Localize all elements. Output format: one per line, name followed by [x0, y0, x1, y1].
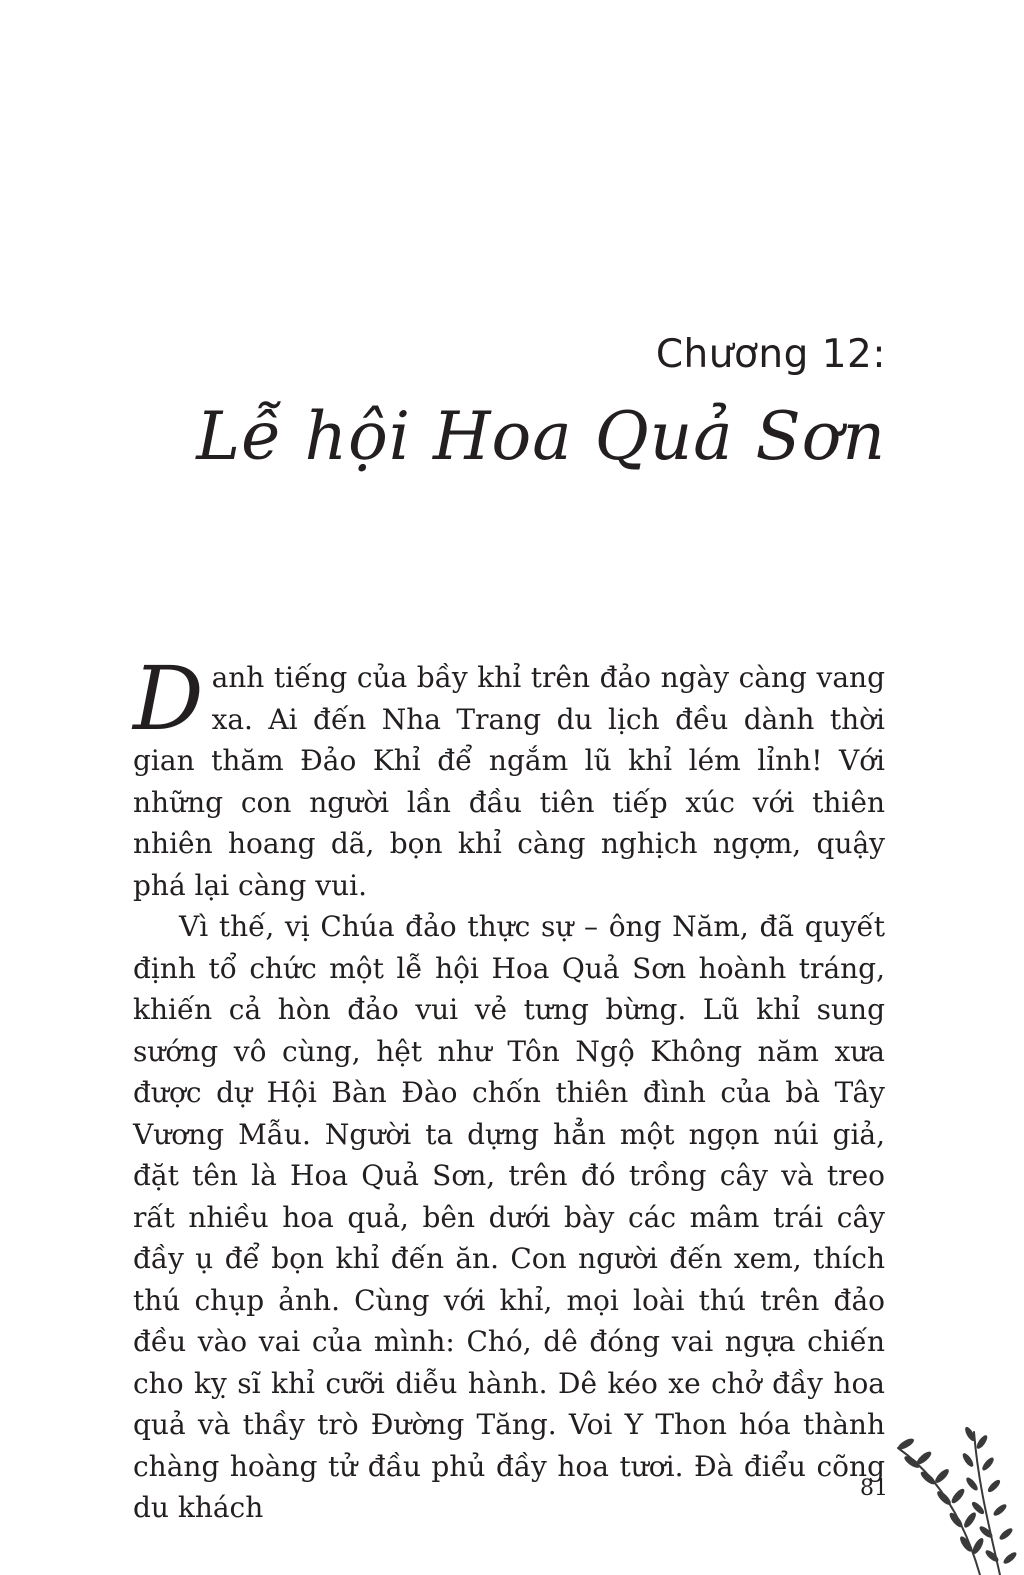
- paragraph-1: [133, 647, 885, 906]
- drop-cap: D: [133, 647, 204, 750]
- chapter-label: Chương 12:: [655, 332, 886, 377]
- paragraph-2: Vì thế, vị Chúa đảo thực sự – ông Năm, đã quyết định tổ chức một lễ hội Hoa Quả Sơn hoành tráng, khiến cả hòn đảo vui vẻ tưng bừng. Lũ khỉ sung sướng vô cùng, hệt như Tôn Ngộ Không năm xưa được dự Hội Bàn Đào chốn thiên đình của bà Tây Vương Mẫu. Người ta dựng hẳn một ngọn núi giả, đặt tên là Hoa Quả Sơn, trên đó trồng cây và treo rất nhiều hoa quả, bên dưới bày các mâm trái cây đầy ụ để bọn khỉ đến ăn. Con người đến xem, thích thú chụp ảnh. Cùng với khỉ, mọi loài thú trên đảo đều vào vai của mình: Chó, dê đóng vai ngựa chiến cho kỵ sĩ khỉ cưỡi diễu hành. Dê kéo xe chở đầy hoa quả và thầy trò Đường Tăng. Voi Y Thon hóa thành chàng hoàng tử đầu phủ đầy hoa tươi. Đà điểu cõng du khách: [133, 910, 885, 1524]
- chapter-body: [133, 647, 885, 1529]
- paragraph-1-text: anh tiếng của bầy khỉ trên đảo ngày càng vang xa. Ai đến Nha Trang du lịch đều dành thời gian thăm Đảo Khỉ để ngắm lũ khỉ lém lỉnh! Với những con người lần đầu tiên tiếp xúc với thiên nhiên hoang dã, bọn khỉ càng nghịch ngợm, quậy phá lại càng vui.: [133, 661, 885, 902]
- page-number: 81: [860, 1476, 888, 1501]
- chapter-title: Lễ hội Hoa Quả Sơn: [196, 398, 886, 475]
- leaf-sprig-icon: [892, 1422, 1024, 1575]
